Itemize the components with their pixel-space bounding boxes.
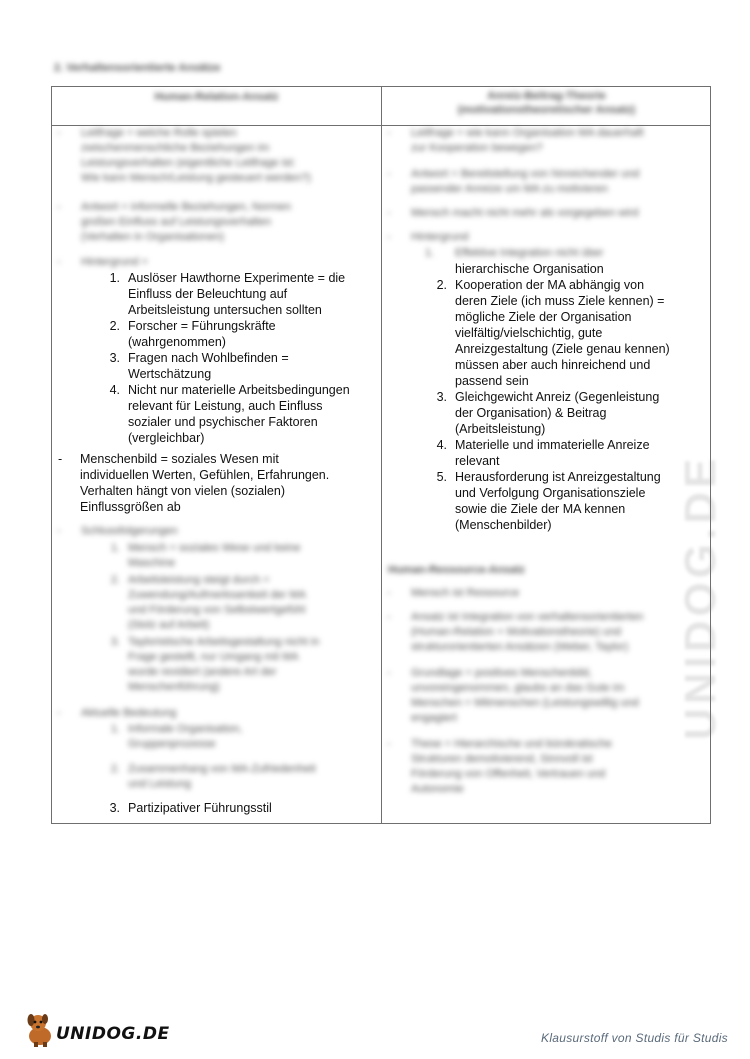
right-leitfrage: - Leitfrage = wie kann Organisation MA dauerhaft zur Kooperation bewegen? <box>387 127 644 154</box>
list-item: 1. Auslöser Hawthorne Experimente = die Einfluss der Beleuchtung auf Arbeitsleistung untersuchen sollten <box>109 271 346 317</box>
right-hr-title: Human-Ressource-Ansatz <box>388 564 525 576</box>
left-hintergrund-list <box>98 270 388 446</box>
right-hr-2: - Ansatz ist Integration von verhaltensorientierten (Human-Relation + Motivationstheorie) und strukturorientierten Ansätzen (Weber, Taylor) <box>387 611 644 653</box>
right-hr-3: - Grundlage = positives Menschenbild, unvoreingenommen, glaubs an das Gute im Menschen = Mitmenschen (Leistungswillig und engagiert <box>387 667 639 724</box>
right-header-line2: (motivationstheoretischer Ansatz) <box>457 104 636 116</box>
column-divider <box>381 87 382 823</box>
list-item: 3. Gleichgewicht Anreiz (Gegenleistung der Organisation) & Beitrag (Arbeitsleistung) <box>436 390 660 436</box>
left-bedeutung-list: 1. Informale Organisation, Gruppenprozesse 2. Zusammenhang von MA-Zufriedenheit und Leistung <box>110 723 316 790</box>
right-antwort: - Antwort = Bereitstellung von hinreichender und passender Anreize um MA zu motivieren <box>387 168 640 195</box>
right-hintergrund-label: - Hintergrund <box>387 231 469 243</box>
right-item-1-blurred: 1. Effektive Integration nicht über <box>425 247 604 259</box>
left-bedeutung-label: - Aktuelle Bedeutung <box>57 707 177 719</box>
list-item: 3. Fragen nach Wohlbefinden = Wertschätzung <box>109 351 289 381</box>
left-antwort: - Antwort = informelle Beziehungen, Normen großen Einfluss auf Leistungsverhalten (Verhalten in Organisationen) <box>57 201 292 243</box>
right-item-1-text: hierarchische Organisation <box>455 262 604 276</box>
logo-text: UNIDOG.DE <box>56 1024 170 1044</box>
left-schluss-label: - Schlussfolgerungen <box>57 525 178 537</box>
right-column-header <box>382 87 711 127</box>
left-bedeutung-item-3: 3. Partizipativer Führungsstil <box>109 801 272 815</box>
list-item: 2. Kooperation der MA abhängig von deren Ziele (ich muss Ziele kennen) = mögliche Ziele der Organisation vielfältig/vielschichtig, gute Anreizgestaltung (Ziele genau kennen) müssen aber auch hinreichend und passend sein <box>436 278 670 388</box>
left-hintergrund-label: - Hintergrund = <box>57 256 148 268</box>
left-menschenbild: - Menschenbild = soziales Wesen mit individuellen Werten, Gefühlen, Erfahrungen. Verhalten hängt von vielen (sozialen) Einflussgrößen ab <box>58 452 330 514</box>
right-mensch: - Mensch macht nicht mehr als vorgegeben wird <box>387 207 639 219</box>
list-item: 2. Forscher = Führungskräfte (wahrgenommen) <box>109 319 276 349</box>
unidog-logo <box>22 1010 170 1050</box>
footer-tagline: Klausurstoff von Studis für Studis <box>541 1031 728 1045</box>
right-header-line1: Anreiz-Beitrag-Theorie <box>487 90 606 102</box>
list-item: 4. Nicht nur materielle Arbeitsbedingungen relevant für Leistung, auch Einfluss sozialer und psychischer Faktoren (vergleichbar) <box>109 383 350 445</box>
list-item: 5. Herausforderung ist Anreizgestaltung und Verfolgung Organisationsziele sowie die Ziele der MA kennen (Menschenbilder) <box>436 470 661 532</box>
dog-mascot-icon <box>22 1010 58 1048</box>
left-schluss-list: 1. Mensch = soziales Wese und keine Maschine 2. Arbeitsleistung steigt durch = Zuwendung/Aufmerksamkeit der MA und Förderung von Selbstwertgefühl (Stolz auf Arbeit) 3. Tayloristische Arbeitsgestaltung nicht in Frage gestellt, nur Umgang mit MA wurde revidiert (andere Art der Menschenführung) <box>110 542 320 693</box>
watermark: UNIDOG.DE <box>676 454 725 740</box>
right-hr-4: - These = Hierarchische und bürokratische Strukturen demotivierend, Sinnvoll ist Förderung von Offenheit, Vertrauen und Autonomie <box>387 738 612 795</box>
section-title: 2. Verhaltensorientierte Ansätze <box>54 62 221 74</box>
left-column-header: Human-Relation-Ansatz <box>154 91 279 103</box>
right-hr-1: - Mensch ist Ressource <box>387 587 520 599</box>
list-item: 4. Materielle und immaterielle Anreize relevant <box>436 438 650 468</box>
right-hintergrund-list <box>425 261 705 533</box>
left-leitfrage: - Leitfrage = welche Rolle spielen zwischenmenschliche Beziehungen im Leistungsverhalten (eigentliche Leitfrage ist: Wie kann Mensch/Leistung gesteuert werden?) <box>57 127 311 184</box>
